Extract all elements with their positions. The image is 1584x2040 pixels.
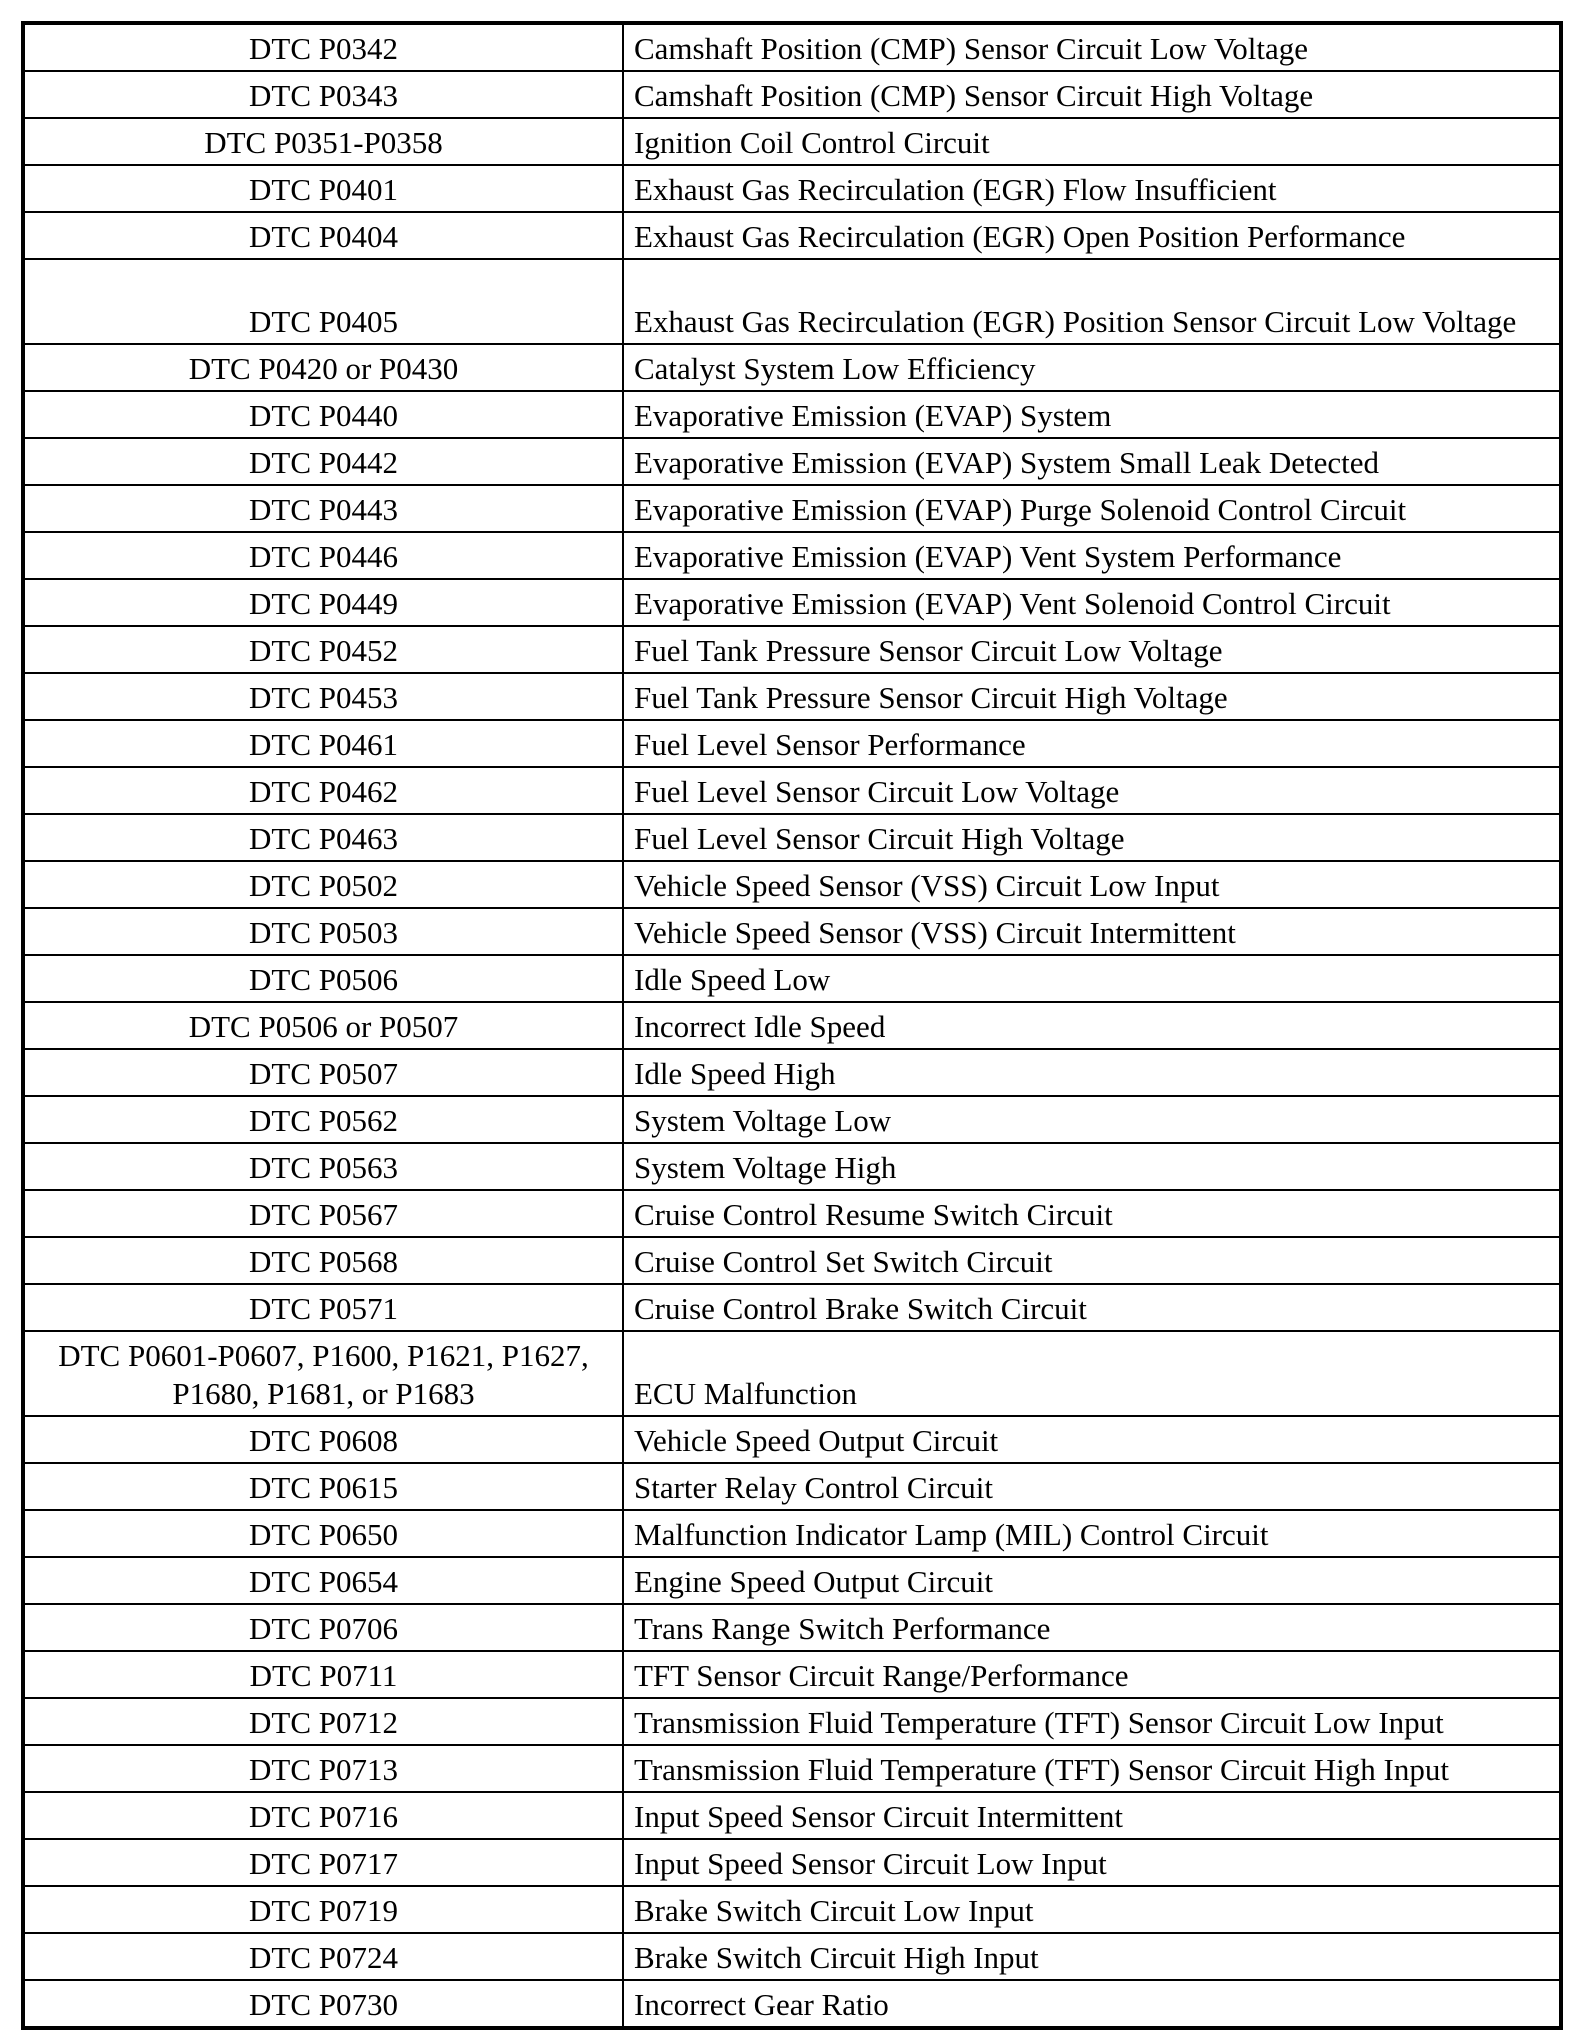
dtc-description: Fuel Level Sensor Circuit High Voltage	[634, 821, 1125, 856]
dtc-description: Starter Relay Control Circuit	[634, 1470, 994, 1505]
dtc-description-cell	[623, 344, 1561, 391]
dtc-code-cell	[23, 391, 623, 438]
table-row	[23, 1416, 1561, 1463]
dtc-description-cell	[623, 259, 1561, 344]
table-row	[23, 1510, 1561, 1557]
table-row	[23, 767, 1561, 814]
dtc-description-cell	[623, 1096, 1561, 1143]
table-row	[23, 23, 1561, 71]
dtc-description: Malfunction Indicator Lamp (MIL) Control Circuit	[634, 1517, 1269, 1552]
dtc-code-cell	[23, 579, 623, 626]
dtc-code-cell	[23, 1002, 623, 1049]
dtc-description: ECU Malfunction	[634, 1376, 857, 1411]
dtc-code: DTC P0461	[249, 727, 398, 762]
dtc-code: DTC P0730	[249, 1987, 398, 2022]
dtc-code: DTC P0717	[249, 1846, 398, 1881]
dtc-code: DTC P0440	[249, 398, 398, 433]
dtc-code: DTC P0650	[249, 1517, 398, 1552]
dtc-description-cell	[623, 720, 1561, 767]
dtc-code-cell	[23, 1463, 623, 1510]
dtc-description: Exhaust Gas Recirculation (EGR) Flow Insufficient	[634, 172, 1277, 207]
dtc-code-cell	[23, 1604, 623, 1651]
dtc-code: DTC P0506 or P0507	[188, 1009, 459, 1044]
dtc-description-cell	[623, 485, 1561, 532]
dtc-code: DTC P0507	[249, 1056, 398, 1091]
table-row	[23, 438, 1561, 485]
dtc-code-cell	[23, 1237, 623, 1284]
dtc-description: Engine Speed Output Circuit	[634, 1564, 994, 1599]
dtc-description-cell	[623, 1792, 1561, 1839]
dtc-description-cell	[623, 1698, 1561, 1745]
dtc-description-cell	[623, 1604, 1561, 1651]
dtc-description: Trans Range Switch Performance	[634, 1611, 1051, 1646]
dtc-description: Evaporative Emission (EVAP) Vent Solenoid Control Circuit	[634, 586, 1391, 621]
table-row	[23, 1190, 1561, 1237]
dtc-description: Exhaust Gas Recirculation (EGR) Position Sensor Circuit Low Voltage	[634, 304, 1517, 339]
dtc-description-cell	[623, 1416, 1561, 1463]
dtc-description-cell	[623, 1331, 1561, 1416]
table-row	[23, 1698, 1561, 1745]
table-row	[23, 579, 1561, 626]
dtc-code-cell	[23, 908, 623, 955]
dtc-code: DTC P0562	[249, 1103, 398, 1138]
dtc-description: Transmission Fluid Temperature (TFT) Sensor Circuit High Input	[634, 1752, 1449, 1787]
dtc-code: DTC P0405	[249, 304, 398, 339]
dtc-code-cell	[23, 1096, 623, 1143]
dtc-description: Cruise Control Resume Switch Circuit	[634, 1197, 1113, 1232]
dtc-description: Evaporative Emission (EVAP) System Small Leak Detected	[634, 445, 1379, 480]
dtc-description: Brake Switch Circuit Low Input	[634, 1893, 1034, 1928]
dtc-code-cell	[23, 1651, 623, 1698]
dtc-code-cell	[23, 1416, 623, 1463]
dtc-description-cell	[623, 1651, 1561, 1698]
dtc-code: DTC P0571	[249, 1291, 398, 1326]
dtc-description: Incorrect Idle Speed	[634, 1009, 886, 1044]
dtc-description: Evaporative Emission (EVAP) System	[634, 398, 1112, 433]
table-row	[23, 720, 1561, 767]
dtc-code-cell	[23, 1839, 623, 1886]
dtc-code-cell	[23, 1886, 623, 1933]
dtc-description-cell	[623, 1510, 1561, 1557]
dtc-description: Evaporative Emission (EVAP) Vent System Performance	[634, 539, 1342, 574]
table-row	[23, 1933, 1561, 1980]
dtc-description: Input Speed Sensor Circuit Intermittent	[634, 1799, 1124, 1834]
dtc-description: Fuel Level Sensor Circuit Low Voltage	[634, 774, 1120, 809]
dtc-description-cell	[623, 579, 1561, 626]
dtc-code: DTC P0716	[249, 1799, 398, 1834]
table-row	[23, 485, 1561, 532]
dtc-code-cell	[23, 955, 623, 1002]
dtc-description: Brake Switch Circuit High Input	[634, 1940, 1039, 1975]
dtc-description: Fuel Level Sensor Performance	[634, 727, 1026, 762]
dtc-code-cell	[23, 767, 623, 814]
dtc-description-cell	[623, 532, 1561, 579]
dtc-code: DTC P0601-P0607, P1600, P1621, P1627, P1680, P1681, or P1683	[58, 1338, 589, 1411]
dtc-description-cell	[623, 1284, 1561, 1331]
dtc-code-cell	[23, 23, 623, 71]
table-row	[23, 626, 1561, 673]
dtc-description: TFT Sensor Circuit Range/Performance	[634, 1658, 1129, 1693]
dtc-code-cell	[23, 71, 623, 118]
dtc-description: Vehicle Speed Sensor (VSS) Circuit Low Input	[634, 868, 1220, 903]
dtc-description: Ignition Coil Control Circuit	[634, 125, 990, 160]
dtc-description-cell	[623, 71, 1561, 118]
dtc-code-cell	[23, 118, 623, 165]
dtc-code-cell	[23, 1933, 623, 1980]
dtc-description-cell	[623, 767, 1561, 814]
dtc-code: DTC P0568	[249, 1244, 398, 1279]
table-row	[23, 861, 1561, 908]
table-row	[23, 391, 1561, 438]
dtc-description-cell	[623, 626, 1561, 673]
dtc-description: Fuel Tank Pressure Sensor Circuit Low Voltage	[634, 633, 1223, 668]
dtc-code: DTC P0608	[249, 1423, 398, 1458]
dtc-description-cell	[623, 118, 1561, 165]
dtc-code-cell	[23, 1792, 623, 1839]
table-row	[23, 908, 1561, 955]
dtc-description-cell	[623, 1143, 1561, 1190]
dtc-code: DTC P0443	[249, 492, 398, 527]
dtc-description-cell	[623, 23, 1561, 71]
table-row	[23, 344, 1561, 391]
dtc-description-cell	[623, 1745, 1561, 1792]
dtc-code-cell	[23, 438, 623, 485]
dtc-code-cell	[23, 344, 623, 391]
table-row	[23, 1463, 1561, 1510]
dtc-description-cell	[623, 1237, 1561, 1284]
table-row	[23, 212, 1561, 259]
table-row	[23, 1886, 1561, 1933]
dtc-code-cell	[23, 1049, 623, 1096]
dtc-code-cell	[23, 165, 623, 212]
table-row	[23, 1096, 1561, 1143]
dtc-description: System Voltage Low	[634, 1103, 892, 1138]
dtc-code: DTC P0452	[249, 633, 398, 668]
dtc-description: Cruise Control Set Switch Circuit	[634, 1244, 1053, 1279]
table-row	[23, 1792, 1561, 1839]
dtc-description: Idle Speed High	[634, 1056, 836, 1091]
dtc-code: DTC P0654	[249, 1564, 398, 1599]
dtc-code-cell	[23, 1510, 623, 1557]
dtc-code-cell	[23, 1284, 623, 1331]
table-row	[23, 1002, 1561, 1049]
dtc-description-cell	[623, 673, 1561, 720]
table-row	[23, 1651, 1561, 1698]
dtc-description-cell	[623, 1190, 1561, 1237]
dtc-code: DTC P0712	[249, 1705, 398, 1740]
table-row	[23, 532, 1561, 579]
dtc-code: DTC P0711	[249, 1658, 398, 1693]
dtc-code: DTC P0404	[249, 219, 398, 254]
table-row	[23, 71, 1561, 118]
table-row	[23, 118, 1561, 165]
dtc-code-cell	[23, 1980, 623, 2028]
dtc-code: DTC P0719	[249, 1893, 398, 1928]
dtc-description-cell	[623, 814, 1561, 861]
dtc-code-cell	[23, 259, 623, 344]
table-row	[23, 165, 1561, 212]
dtc-code-cell	[23, 1143, 623, 1190]
dtc-code-cell	[23, 720, 623, 767]
dtc-description: Camshaft Position (CMP) Sensor Circuit High Voltage	[634, 78, 1314, 113]
table-row	[23, 1331, 1561, 1416]
dtc-code: DTC P0724	[249, 1940, 398, 1975]
dtc-code: DTC P0442	[249, 445, 398, 480]
dtc-description-cell	[623, 1463, 1561, 1510]
table-row	[23, 955, 1561, 1002]
dtc-description: Cruise Control Brake Switch Circuit	[634, 1291, 1087, 1326]
table-row	[23, 1237, 1561, 1284]
dtc-table-body	[23, 23, 1561, 2028]
dtc-description-cell	[623, 1933, 1561, 1980]
dtc-code: DTC P0506	[249, 962, 398, 997]
table-row	[23, 814, 1561, 861]
dtc-description: Vehicle Speed Sensor (VSS) Circuit Intermittent	[634, 915, 1236, 950]
dtc-description-cell	[623, 955, 1561, 1002]
dtc-code: DTC P0563	[249, 1150, 398, 1185]
dtc-code-cell	[23, 814, 623, 861]
dtc-code-cell	[23, 673, 623, 720]
table-row	[23, 1604, 1561, 1651]
dtc-description-cell	[623, 1002, 1561, 1049]
dtc-description-cell	[623, 908, 1561, 955]
dtc-code: DTC P0420 or P0430	[188, 351, 459, 386]
dtc-code-cell	[23, 1190, 623, 1237]
table-row	[23, 1049, 1561, 1096]
dtc-description: Catalyst System Low Efficiency	[634, 351, 1036, 386]
dtc-code-cell	[23, 626, 623, 673]
dtc-code: DTC P0615	[249, 1470, 398, 1505]
dtc-description: Vehicle Speed Output Circuit	[634, 1423, 999, 1458]
dtc-description-cell	[623, 1839, 1561, 1886]
dtc-description-cell	[623, 1980, 1561, 2028]
dtc-code-cell	[23, 861, 623, 908]
dtc-table	[21, 21, 1563, 2030]
dtc-description: Fuel Tank Pressure Sensor Circuit High Voltage	[634, 680, 1228, 715]
dtc-code: DTC P0462	[249, 774, 398, 809]
dtc-code: DTC P0706	[249, 1611, 398, 1646]
dtc-code-cell	[23, 1557, 623, 1604]
dtc-code: DTC P0453	[249, 680, 398, 715]
dtc-code-cell	[23, 485, 623, 532]
dtc-description-cell	[623, 212, 1561, 259]
dtc-code-cell	[23, 1745, 623, 1792]
dtc-code-cell	[23, 1698, 623, 1745]
dtc-code: DTC P0713	[249, 1752, 398, 1787]
dtc-code: DTC P0503	[249, 915, 398, 950]
dtc-code: DTC P0343	[249, 78, 398, 113]
dtc-code: DTC P0351-P0358	[204, 125, 443, 160]
dtc-description-cell	[623, 165, 1561, 212]
dtc-code: DTC P0502	[249, 868, 398, 903]
dtc-code: DTC P0567	[249, 1197, 398, 1232]
dtc-description: Idle Speed Low	[634, 962, 831, 997]
dtc-code: DTC P0401	[249, 172, 398, 207]
dtc-code: DTC P0449	[249, 586, 398, 621]
dtc-description: Camshaft Position (CMP) Sensor Circuit Low Voltage	[634, 31, 1308, 66]
table-row	[23, 1143, 1561, 1190]
dtc-code: DTC P0463	[249, 821, 398, 856]
dtc-description-cell	[623, 1049, 1561, 1096]
table-row	[23, 1284, 1561, 1331]
dtc-description: Exhaust Gas Recirculation (EGR) Open Position Performance	[634, 219, 1406, 254]
dtc-code: DTC P0446	[249, 539, 398, 574]
dtc-description: Evaporative Emission (EVAP) Purge Solenoid Control Circuit	[634, 492, 1407, 527]
dtc-description: Input Speed Sensor Circuit Low Input	[634, 1846, 1107, 1881]
table-row	[23, 1839, 1561, 1886]
dtc-code-cell	[23, 212, 623, 259]
dtc-code-cell	[23, 532, 623, 579]
dtc-code-cell	[23, 1331, 623, 1416]
dtc-code: DTC P0342	[249, 31, 398, 66]
table-row	[23, 1557, 1561, 1604]
dtc-description-cell	[623, 1557, 1561, 1604]
table-row	[23, 673, 1561, 720]
table-row	[23, 1980, 1561, 2028]
dtc-description-cell	[623, 1886, 1561, 1933]
table-row	[23, 259, 1561, 344]
dtc-description-cell	[623, 438, 1561, 485]
dtc-description: Incorrect Gear Ratio	[634, 1987, 889, 2022]
dtc-description-cell	[623, 391, 1561, 438]
dtc-description: Transmission Fluid Temperature (TFT) Sensor Circuit Low Input	[634, 1705, 1444, 1740]
dtc-description-cell	[623, 861, 1561, 908]
dtc-description: System Voltage High	[634, 1150, 897, 1185]
table-row	[23, 1745, 1561, 1792]
